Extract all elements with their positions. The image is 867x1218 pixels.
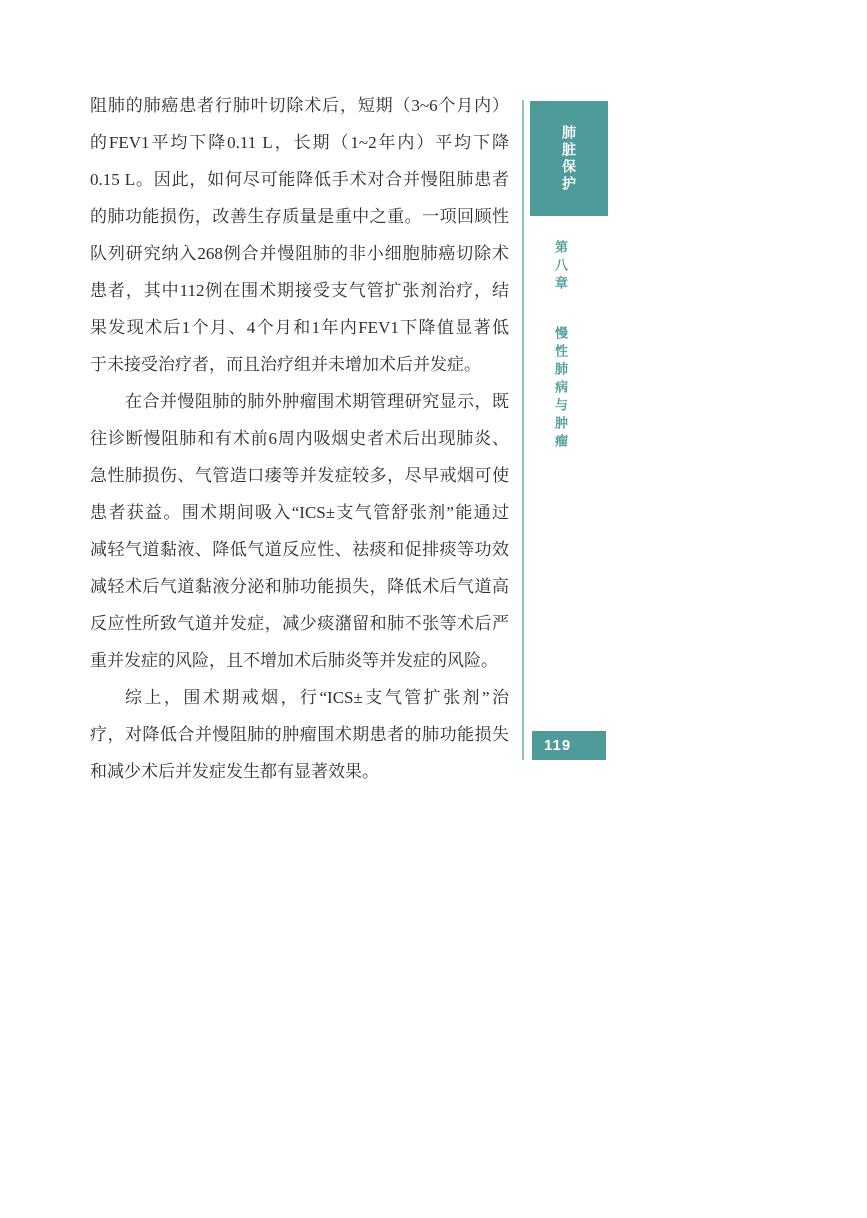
body-line: 患者获益。围术期间吸入“ICS±支气管舒张剂”能通过 — [90, 503, 509, 522]
body-line: 和减少术后并发症发生都有显著效果。 — [90, 762, 379, 781]
chapter-number: 第八章 — [553, 240, 568, 294]
paragraph — [90, 383, 509, 679]
section-label-box — [530, 101, 608, 216]
section-label: 肺脏保护 — [561, 124, 577, 193]
sidebar-rule — [522, 100, 524, 760]
chapter-label — [551, 240, 570, 452]
chapter-title: 慢性肺病与肿瘤 — [553, 326, 568, 452]
paragraph — [90, 87, 509, 383]
paragraph — [90, 679, 509, 790]
body-line: 重并发症的风险，且不增加术后肺炎等并发症的风险。 — [90, 651, 498, 670]
body-line: 于未接受治疗者，而且治疗组并未增加术后并发症。 — [90, 355, 481, 374]
body-line: 果发现术后1个月、4个月和1年内FEV1下降值显著低 — [90, 318, 509, 337]
body-line: 反应性所致气道并发症，减少痰潴留和肺不张等术后严 — [90, 614, 509, 633]
body-line: 疗，对降低合并慢阻肺的肿瘤围术期患者的肺功能损失 — [90, 725, 509, 744]
body-line: 减轻术后气道黏液分泌和肺功能损失，降低术后气道高 — [90, 577, 509, 596]
body-line: 减轻气道黏液、降低气道反应性、祛痰和促排痰等功效 — [90, 540, 509, 559]
main-text-column — [90, 87, 509, 790]
body-line: 的FEV1平均下降0.11 L，长期（1~2年内）平均下降 — [90, 133, 509, 152]
body-line: 综上，围术期戒烟，行“ICS±支气管扩张剂”治 — [125, 688, 509, 707]
body-line: 队列研究纳入268例合并慢阻肺的非小细胞肺癌切除术 — [90, 244, 509, 263]
page-number-badge — [532, 731, 606, 760]
body-line: 阻肺的肺癌患者行肺叶切除术后，短期（3~6个月内） — [90, 96, 509, 115]
body-line: 0.15 L。因此，如何尽可能降低手术对合并慢阻肺患者 — [90, 170, 509, 189]
body-line: 在合并慢阻肺的肺外肿瘤围术期管理研究显示，既 — [125, 392, 509, 411]
body-line: 的肺功能损伤，改善生存质量是重中之重。一项回顾性 — [90, 207, 509, 226]
body-line: 患者，其中112例在围术期接受支气管扩张剂治疗，结 — [90, 281, 509, 300]
body-line: 急性肺损伤、气管造口瘘等并发症较多，尽早戒烟可使 — [90, 466, 509, 485]
page-number: 119 — [544, 737, 572, 754]
body-line: 往诊断慢阻肺和有术前6周内吸烟史者术后出现肺炎、 — [90, 429, 509, 448]
